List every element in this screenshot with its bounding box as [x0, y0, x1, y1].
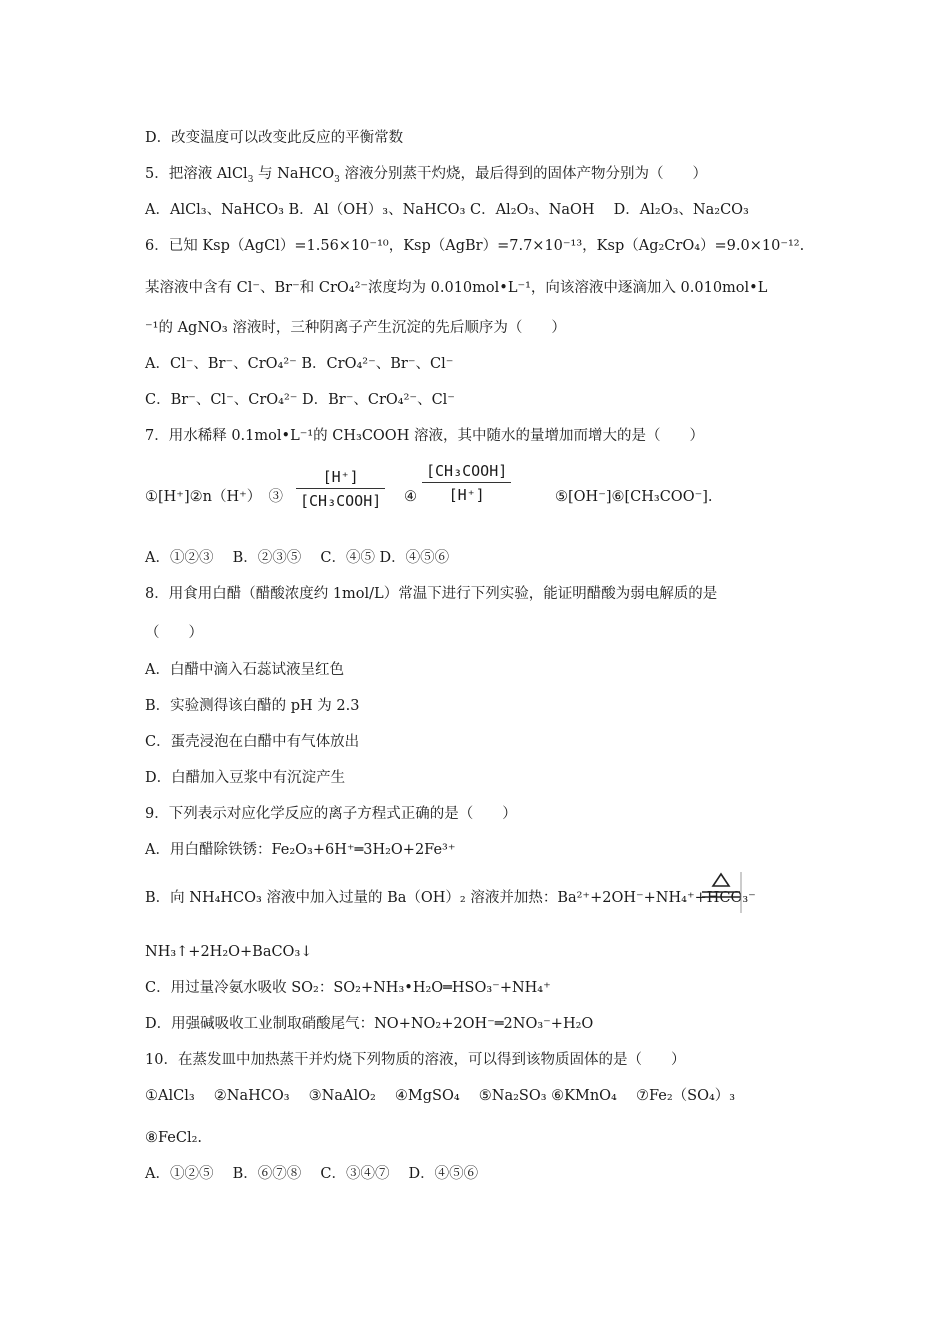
fraction-item-4: [422, 462, 511, 504]
question-9-option-c: C．用过量冷氨水吸收 SO₂：SO₂+NH₃•H₂O═HSO₃⁻+NH₄⁺: [145, 980, 551, 996]
question-10-items: ①AlCl₃ ②NaHCO₃ ③NaAlO₂ ④MgSO₄ ⑤Na₂SO₃ ⑥KMnO₄ ⑦Fe₂（SO₄）₃: [145, 1088, 736, 1104]
question-9-option-d: D．用强碱吸收工业制取硝酸尾气：NO+NO₂+2OH⁻═2NO₃⁻+H₂O: [145, 1016, 594, 1032]
question-8-option-d: D．白醋加入豆浆中有沉淀产生: [145, 770, 346, 786]
question-9-option-b-cont: NH₃↑+2H₂O+BaCO₃↓: [145, 944, 313, 960]
question-6-line2: 某溶液中含有 Cl⁻、Br⁻和 CrO₄²⁻浓度均为 0.010mol•L⁻¹，向该溶液中逐滴加入 0.010mol•L: [145, 280, 768, 296]
question-5-options: A．AlCl₃、NaHCO₃ B．Al（OH）₃、NaHCO₃ C．Al₂O₃、NaOH D．Al₂O₃、Na₂CO₃: [145, 202, 749, 218]
heat-equals-icon: [700, 870, 742, 914]
question-9-option-b: B．向 NH₄HCO₃ 溶液中加入过量的 Ba（OH）₂ 溶液并加热：Ba²⁺+2OH⁻+NH₄⁺+HCO₃⁻: [145, 890, 756, 906]
question-5: 5．把溶液 AlCl$_3$ 与 NaHCO$_3$ 溶液分别蒸干灼烧，最后得到的固体产物分别为（ ）: [145, 166, 707, 185]
fraction-4-denominator: [H⁺]: [448, 486, 485, 504]
question-7-item4-marker: ④: [404, 489, 417, 505]
question-10: 10．在蒸发皿中加热蒸干并灼烧下列物质的溶液，可以得到该物质固体的是（ ）: [145, 1052, 686, 1068]
question-8-option-b: B．实验测得该白醋的 pH 为 2.3: [145, 698, 360, 714]
question-9-option-a: A．用白醋除铁锈：Fe₂O₃+6H⁺═3H₂O+2Fe³⁺: [145, 842, 456, 858]
question-8-option-a: A．白醋中滴入石蕊试液呈红色: [145, 662, 344, 678]
question-6-options-ab: A．Cl⁻、Br⁻、CrO₄²⁻ B．CrO₄²⁻、Br⁻、Cl⁻: [145, 356, 454, 372]
question-6-line1: 6．已知 Ksp（AgCl）=1.56×10⁻¹⁰，Ksp（AgBr）=7.7×10⁻¹³，Ksp（Ag₂CrO₄）=9.0×10⁻¹².: [145, 238, 805, 254]
fraction-3-numerator: [H⁺]: [322, 468, 359, 486]
line-4D: D．改变温度可以改变此反应的平衡常数: [145, 130, 404, 146]
fraction-item-3: [296, 468, 385, 510]
question-9: 9．下列表示对应化学反应的离子方程式正确的是（ ）: [145, 806, 517, 822]
question-6-options-cd: C．Br⁻、Cl⁻、CrO₄²⁻ D．Br⁻、CrO₄²⁻、Cl⁻: [145, 392, 455, 408]
fraction-4-numerator: [CH₃COOH]: [426, 462, 508, 480]
question-10-items-cont: ⑧FeCl₂.: [145, 1130, 203, 1146]
fraction-3-denominator: [CH₃COOH]: [300, 492, 382, 510]
question-8: 8．用食用白醋（醋酸浓度约 1mol/L）常温下进行下列实验，能证明醋酸为弱电解质的是: [145, 586, 718, 602]
question-7-items-right: ⑤[OH⁻]⑥[CH₃COO⁻].: [555, 489, 713, 505]
question-8-option-c: C．蛋壳浸泡在白醋中有气体放出: [145, 734, 360, 750]
question-6-line3: ⁻¹的 AgNO₃ 溶液时，三种阴离子产生沉淀的先后顺序为（ ）: [145, 320, 566, 336]
question-7: 7．用水稀释 0.1mol•L⁻¹的 CH₃COOH 溶液，其中随水的量增加而增大的是（ ）: [145, 428, 704, 444]
question-7-items-left: ①[H⁺]②n（H⁺） ③: [145, 489, 283, 505]
question-10-options: A．①②⑤ B．⑥⑦⑧ C．③④⑦ D．④⑤⑥: [145, 1166, 479, 1182]
question-7-options: A．①②③ B．②③⑤ C．④⑤ D．④⑤⑥: [145, 550, 450, 566]
question-8-paren: （ ）: [145, 625, 203, 641]
